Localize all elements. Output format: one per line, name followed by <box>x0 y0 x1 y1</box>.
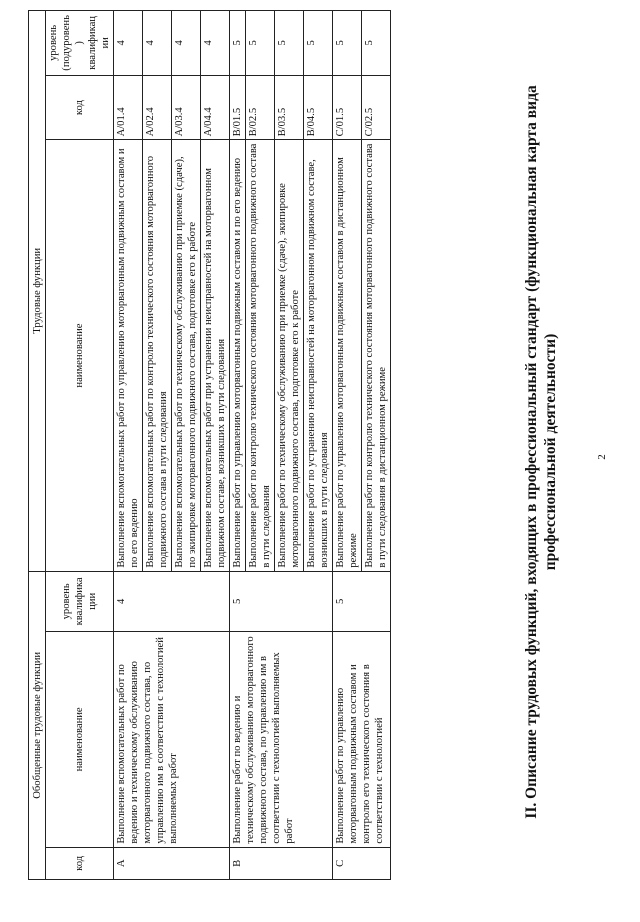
tf-level-cell: 4 <box>201 11 230 76</box>
gf-level-cell: 4 <box>114 571 230 631</box>
section-heading: II. Описание трудовых функций, входящих в профессиональный стандарт (функциональная карта вида профессиональной деятельности) <box>523 85 559 819</box>
tf-level-cell: 4 <box>143 11 172 76</box>
table-body <box>114 11 391 880</box>
header-tf-level: уровень (подуровень) квалификации <box>46 11 114 76</box>
table-row <box>114 11 143 880</box>
tf-level-cell: 4 <box>114 11 143 76</box>
tf-level-cell: 5 <box>362 11 391 76</box>
tf-name-cell: Выполнение работ по управлению моторвагонным подвижным составом в дистанционном режиме <box>333 140 362 571</box>
gf-name-cell: Выполнение работ по управлению моторвагонным подвижным составом и контролю его технического состояния в соответствии с технологией <box>333 632 391 848</box>
tf-name-cell: Выполнение работ по контролю технического состояния моторвагонного подвижного состава в пути следования <box>246 140 275 571</box>
tf-name-cell: Выполнение работ по управлению моторвагонным подвижным составом и по его ведению <box>230 140 246 571</box>
tf-code-cell: А/02.4 <box>143 75 172 140</box>
header-generalized: Обобщенные трудовые функции <box>29 571 46 879</box>
tf-code-cell: А/04.4 <box>201 75 230 140</box>
tf-level-cell: 5 <box>230 11 246 76</box>
tf-code-cell: А/03.4 <box>172 75 201 140</box>
tf-code-cell: С/02.5 <box>362 75 391 140</box>
header-name: наименование <box>46 632 114 848</box>
tf-name-cell: Выполнение работ по контролю технического состояния моторвагонного подвижного состава в пути следования в дистанционном режиме <box>362 140 391 571</box>
tf-code-cell: В/01.5 <box>230 75 246 140</box>
tf-code-cell: В/02.5 <box>246 75 275 140</box>
header-labor: Трудовые функции <box>29 11 46 572</box>
tf-level-cell: 5 <box>275 11 304 76</box>
table-row <box>333 11 362 880</box>
gf-name-cell: Выполнение работ по ведению и техническому обслуживанию моторвагонного подвижного состава, по управлению им в соответствии с технологией выполняемых работ <box>230 632 333 848</box>
tf-code-cell: А/01.4 <box>114 75 143 140</box>
tf-level-cell: 5 <box>246 11 275 76</box>
gf-code-cell: С <box>333 847 391 879</box>
gf-code-cell: А <box>114 847 230 879</box>
gf-level-cell: 5 <box>333 571 391 631</box>
gf-name-cell: Выполнение вспомогательных работ по ведению и техническому обслуживанию моторвагонного подвижного состава, по управлению им в соответствии с технологией выполняемых работ <box>114 632 230 848</box>
tf-name-cell: Выполнение вспомогательных работ по техническому обслуживанию при приемке (сдаче), по экипировке моторвагонного подвижного состава, подготовке его к работе <box>172 140 201 571</box>
tf-level-cell: 4 <box>172 11 201 76</box>
function-map-table <box>28 10 391 880</box>
tf-level-cell: 5 <box>304 11 333 76</box>
header-row-top <box>29 11 46 880</box>
table-row <box>230 11 246 880</box>
tf-name-cell: Выполнение вспомогательных работ по управлению моторвагонным подвижным составом и по его ведению <box>114 140 143 571</box>
page-number: 2 <box>596 454 608 460</box>
tf-name-cell: Выполнение вспомогательных работ при устранении неисправностей на моторвагонном подвижном составе, возникших в пути следования <box>201 140 230 571</box>
tf-level-cell: 5 <box>333 11 362 76</box>
tf-code-cell: В/03.5 <box>275 75 304 140</box>
header-tf-name: наименование <box>46 140 114 571</box>
gf-code-cell: В <box>230 847 333 879</box>
gf-level-cell: 5 <box>230 571 333 631</box>
tf-name-cell: Выполнение работ по техническому обслуживанию при приемке (сдаче), экипировке моторвагонного подвижного состава, подготовке его к работе <box>275 140 304 571</box>
header-tf-code: код <box>46 75 114 140</box>
header-code: код <box>46 847 114 879</box>
tf-name-cell: Выполнение работ по устранению неисправностей на моторвагонном подвижном составе, возникших в пути следования <box>304 140 333 571</box>
header-level: уровень квалификации <box>46 571 114 631</box>
tf-code-cell: В/04.5 <box>304 75 333 140</box>
tf-code-cell: С/01.5 <box>333 75 362 140</box>
header-row-sub <box>46 11 114 880</box>
tf-name-cell: Выполнение вспомогательных работ по контролю технического состояния моторвагонного подвижного состава в пути следования <box>143 140 172 571</box>
